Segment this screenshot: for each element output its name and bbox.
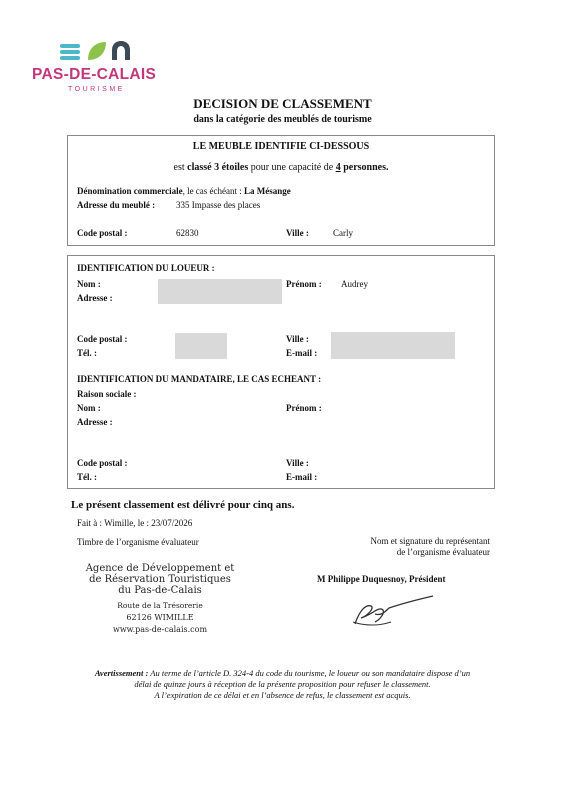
page-title: DECISION DE CLASSEMENT (193, 96, 372, 111)
warning-line-2: délai de quinze jours à réception de la présente proposition pour refuser le classement. (134, 679, 431, 689)
warning-block (30, 668, 535, 701)
fait-a: Fait à : Wimille, le : 23/07/2026 (77, 518, 193, 528)
mandataire-adresse-label: Adresse : (77, 417, 113, 427)
warning-line-3: A l’expiration de ce délai et en l’absence de refus, le classement est acquis. (154, 690, 411, 700)
denomination-label: Dénomination commerciale (77, 186, 183, 196)
validity-statement: Le présent classement est délivré pour cinq ans. (71, 499, 295, 511)
stamp-line-4: Route de la Trésorerie (117, 601, 203, 610)
classement-value: classé 3 étoiles (187, 162, 249, 173)
timbre-label: Timbre de l’organisme évaluateur (77, 537, 199, 547)
classement-suffix: personnes. (340, 162, 389, 173)
loueur-nom-redacted (158, 279, 282, 304)
loueur-heading: IDENTIFICATION DU LOUEUR : (77, 263, 215, 273)
logo (30, 36, 160, 98)
logo-mark-icon (30, 36, 160, 66)
classement-mid: pour une capacité de (248, 162, 336, 173)
loueur-adresse-label: Adresse : (77, 293, 113, 303)
logo-name: PAS-DE-CALAIS (32, 66, 157, 83)
stamp-line-1: Agence de Développement et (85, 563, 235, 574)
denomination-value: La Mésange (244, 186, 291, 196)
mandataire-email-label: E-mail : (286, 472, 318, 482)
signature-label-2: de l’organisme évaluateur (396, 547, 490, 557)
loueur-prenom-label: Prénom : (286, 279, 322, 289)
denomination-line (77, 186, 291, 196)
warning-line-1 (30, 668, 535, 679)
adresse-meuble-label: Adresse du meublé : (77, 200, 156, 210)
signature-scribble (345, 592, 445, 632)
cp-meuble-value: 62830 (176, 228, 199, 238)
stamp-line-3: du Pas-de-Calais (118, 585, 202, 596)
organisme-stamp (75, 563, 245, 636)
meuble-heading: LE MEUBLE IDENTIFIE CI-DESSOUS (192, 141, 370, 152)
denomination-note: , le cas échéant : (182, 186, 245, 196)
stamp-line-2: de Réservation Touristiques (89, 574, 231, 585)
loueur-cp-redacted (175, 333, 227, 359)
page-subtitle: dans la catégorie des meublés de tourisme (193, 114, 372, 125)
warning-text-1: Au terme de l’article D. 324-4 du code du tourisme, le loueur ou son mandataire dispose d’un (148, 668, 471, 678)
mandataire-tel-label: Tél. : (77, 472, 97, 482)
mandataire-heading: IDENTIFICATION DU MANDATAIRE, LE CAS ECHEANT : (77, 374, 322, 384)
loueur-cp-label: Code postal : (77, 334, 128, 344)
warning-label: Avertissement : (94, 668, 149, 678)
mandataire-prenom-label: Prénom : (286, 403, 322, 413)
loueur-email-label: E-mail : (286, 348, 318, 358)
loueur-ville-redacted (331, 332, 455, 359)
ville-meuble-value: Carly (333, 228, 353, 238)
capacite-value: 4 (335, 162, 341, 173)
loueur-prenom-value: Audrey (341, 279, 368, 289)
stamp-line-6: www.pas-de-calais.com (112, 625, 208, 634)
loueur-tel-label: Tél. : (77, 348, 97, 358)
mandataire-ville-label: Ville : (286, 458, 309, 468)
logo-subtitle: TOURISME (68, 86, 125, 93)
adresse-meuble-value: 335 Impasse des places (176, 200, 261, 210)
signature-label-1: Nom et signature du représentant (370, 536, 490, 546)
loueur-ville-label: Ville : (286, 334, 309, 344)
loueur-nom-label: Nom : (77, 279, 101, 289)
meuble-classement-line (67, 162, 495, 173)
mandataire-nom-label: Nom : (77, 403, 101, 413)
cp-meuble-label: Code postal : (77, 228, 128, 238)
ville-meuble-label: Ville : (286, 228, 309, 238)
mandataire-cp-label: Code postal : (77, 458, 128, 468)
classement-prefix: est (173, 162, 188, 173)
mandataire-raison-label: Raison sociale : (77, 389, 137, 399)
president-name: M Philippe Duquesnoy, Président (317, 574, 446, 584)
stamp-line-5: 62126 WIMILLE (126, 613, 194, 622)
